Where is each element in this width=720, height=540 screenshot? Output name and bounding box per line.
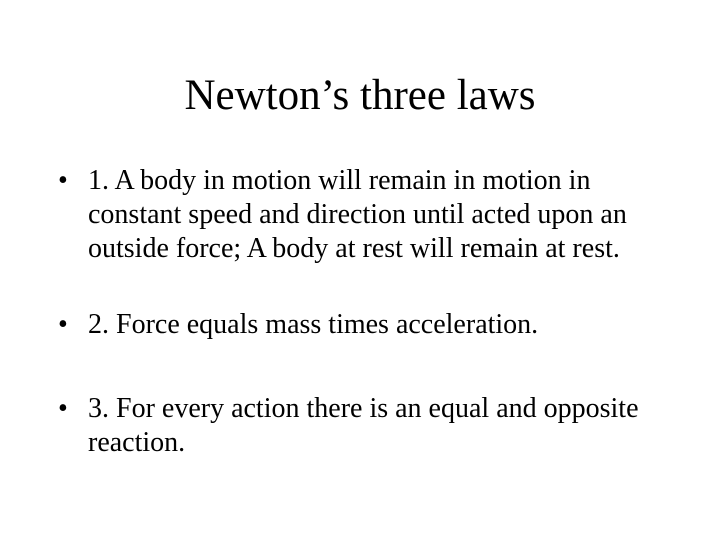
bullet-text	[88, 308, 698, 342]
bullet-text	[88, 392, 698, 460]
bullet-text-line: 3. For every action there is an equal and opposite	[88, 393, 639, 424]
bullet-text-line: 2. Force equals mass times acceleration.	[88, 309, 539, 340]
bullet-text-line: constant speed and direction until acted upon an	[88, 199, 627, 230]
bullet-text-line: reaction.	[88, 427, 186, 458]
bullet-marker: •	[58, 165, 68, 196]
bullet-text	[88, 164, 698, 266]
bullet-marker: •	[58, 393, 68, 424]
slide-title: Newton’s three laws	[184, 72, 536, 119]
bullet-item-second-law	[58, 308, 698, 342]
bullet-item-third-law	[58, 392, 698, 460]
bullet-marker: •	[58, 309, 68, 340]
bullet-text-line: outside force; A body at rest will remain at rest.	[88, 233, 620, 264]
bullet-text-line: 1. A body in motion will remain in motion in	[88, 165, 591, 196]
bullet-item-first-law	[58, 164, 698, 266]
